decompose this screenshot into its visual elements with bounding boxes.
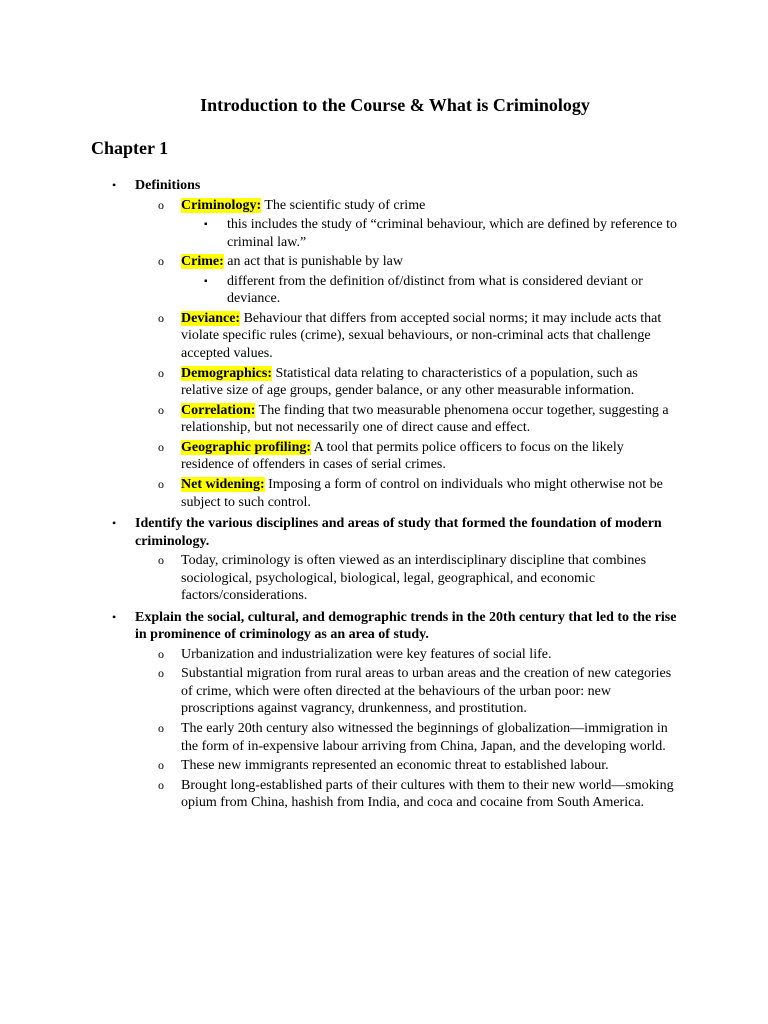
circle-bullet-icon: o	[158, 197, 164, 212]
definition-item	[135, 365, 678, 400]
definition-term: Geographic profiling:	[181, 439, 312, 455]
definition-term: Correlation:	[181, 402, 256, 418]
sub-list	[181, 273, 678, 308]
section-trends	[112, 609, 678, 812]
definition-item	[135, 197, 678, 252]
section-disciplines	[112, 515, 678, 605]
definition-text: A tool that permits police officers to focus on the likely residence of offenders in cases of serial crimes.	[181, 439, 624, 473]
point-item	[135, 777, 678, 812]
square-bullet-icon: ▪	[204, 219, 208, 230]
point-text: Urbanization and industrialization were key features of social life.	[181, 646, 552, 662]
definition-text: The finding that two measurable phenomena occur together, suggesting a relationship, but not necessarily one of direct cause and effect.	[181, 402, 669, 436]
point-text: Brought long-established parts of their cultures with them to their new world—smoking opium from China, hashish from India, and coca and cocaine from South America.	[181, 777, 674, 811]
point-item	[135, 757, 678, 775]
definitions-list	[135, 197, 678, 512]
definition-term: Demographics:	[181, 365, 272, 381]
definition-text: Statistical data relating to characteristics of a population, such as relative size of age groups, gender balance, or any other measurable information.	[181, 365, 638, 399]
definition-term: Criminology:	[181, 197, 262, 213]
point-text: Substantial migration from rural areas to urban areas and the creation of new categories of crime, which were often directed at the behaviours of the urban poor: new proscriptions against vagrancy, drunkenness, and prostitution.	[181, 666, 672, 717]
point-list	[135, 552, 678, 605]
definition-term: Crime:	[181, 254, 224, 270]
point-text: Today, criminology is often viewed as an interdisciplinary discipline that combines sociological, psychological, biological, legal, geographical, and economic factors/considerations.	[181, 553, 647, 604]
sub-item	[181, 273, 678, 308]
point-list	[135, 646, 678, 812]
document-title: Introduction to the Course & What is Criminology	[200, 95, 590, 115]
point-text: These new immigrants represented an economic threat to established labour.	[181, 758, 609, 774]
section-heading: Identify the various disciplines and areas of study that formed the foundation of modern criminology.	[135, 516, 662, 549]
sub-item-text: different from the definition of/distinct from what is considered deviant or deviance.	[227, 273, 643, 307]
bullet-icon: •	[112, 178, 117, 192]
sub-item	[181, 216, 678, 251]
outline-list	[112, 177, 678, 816]
definition-term: Net widening:	[181, 477, 265, 493]
circle-bullet-icon: o	[158, 777, 164, 792]
circle-bullet-icon: o	[158, 721, 164, 735]
definition-text: Imposing a form of control on individuals who might otherwise not be subject to such control.	[181, 477, 663, 510]
definition-item	[135, 253, 678, 308]
circle-bullet-icon: o	[158, 477, 164, 492]
definition-text: The scientific study of crime	[261, 197, 426, 213]
circle-bullet-icon: o	[158, 254, 164, 269]
circle-bullet-icon: o	[158, 553, 164, 568]
point-item	[135, 665, 678, 718]
circle-bullet-icon: o	[158, 666, 164, 681]
definition-item	[135, 439, 678, 474]
circle-bullet-icon: o	[158, 646, 164, 661]
sub-list	[181, 216, 678, 251]
circle-bullet-icon: o	[158, 439, 164, 454]
definition-text: Behaviour that differs from accepted social norms; it may include acts that violate specific rules (crime), sexual behaviours, or non-criminal acts that challenge accepted values.	[181, 310, 662, 361]
point-item	[135, 720, 678, 755]
chapter-heading: Chapter 1	[91, 138, 169, 158]
definition-item	[135, 310, 678, 363]
definition-text: an act that is punishable by law	[223, 254, 403, 270]
square-bullet-icon: ▪	[204, 275, 208, 287]
circle-bullet-icon: o	[158, 402, 164, 417]
section-definitions	[112, 177, 678, 511]
point-text: The early 20th century also witnessed the beginnings of globalization—immigration in the form of in-expensive labour arriving from China, Japan, and the developing world.	[181, 721, 668, 754]
point-item	[135, 552, 678, 605]
definition-item	[135, 402, 678, 437]
point-item	[135, 646, 678, 664]
definition-item	[135, 476, 678, 511]
sub-item-text: this includes the study of “criminal behaviour, which are defined by reference to criminal law.”	[227, 217, 677, 250]
section-heading: Explain the social, cultural, and demographic trends in the 20th century that led to the rise in prominence of criminology as an area of study.	[135, 609, 677, 643]
bullet-icon: •	[112, 609, 117, 624]
circle-bullet-icon: o	[158, 310, 164, 325]
bullet-icon: •	[112, 516, 117, 531]
section-heading: Definitions	[135, 178, 201, 193]
circle-bullet-icon: o	[158, 365, 164, 380]
definition-term: Deviance:	[181, 310, 241, 326]
circle-bullet-icon: o	[158, 758, 164, 773]
